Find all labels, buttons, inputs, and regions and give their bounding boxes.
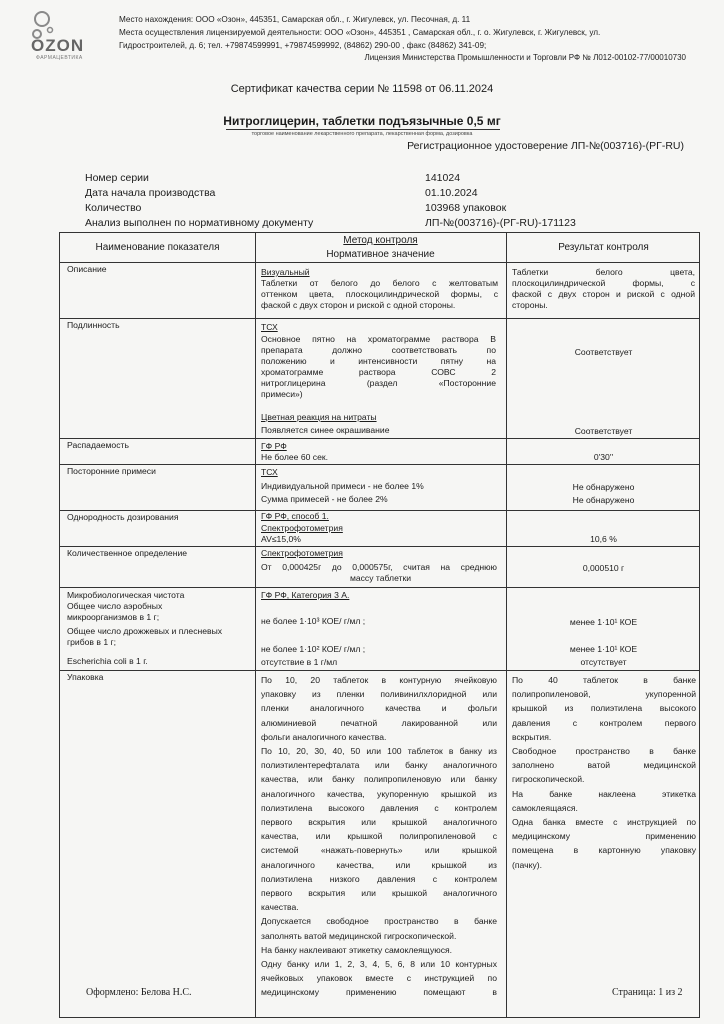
packaging-result-line: крышкой из полиэтилена высокого [512, 703, 696, 714]
header-activity-places: Места осуществления лицензируемой деятельности: ООО «Озон», 445351 , Самарская обл., г. о. Жигулевск, г. Жигулевск, ул. [119, 28, 601, 37]
row-divider [60, 510, 699, 511]
row-divider [60, 438, 699, 439]
row-result: Не обнаружено [572, 495, 635, 505]
row-name: Упаковка [67, 672, 104, 682]
packaging-norm-line: полиэтилена низкого давления с контролем [261, 873, 497, 884]
row-result: отсутствует [580, 657, 627, 667]
row-norm: нитроглицерина (раздел «Посторонние [261, 378, 496, 388]
row-result: 10,6 % [590, 534, 617, 544]
row-divider [60, 587, 699, 588]
row-norm: оттенком цвета, плоскоцилиндрической формы, с [261, 289, 498, 299]
packaging-result-line: На банке наклеена этикетка [512, 788, 696, 799]
header-license: Лицензия Министерства Промышленности и Торговли РФ № Л012-00102-77/00010730 [364, 53, 686, 62]
registration-number: Регистрационное удостоверение ЛП-№(003716)-(РГ-RU) [407, 140, 684, 152]
header-result: Результат контроля [558, 242, 649, 253]
packaging-norm-line: первого вскрытия или крышкой аналогичного [261, 888, 497, 898]
packaging-result-line: По 40 таблеток в банке [512, 675, 696, 685]
row-result: Таблетки белого цвета, [512, 267, 695, 277]
row-result: менее 1·10¹ КОЕ [569, 644, 638, 654]
row-method: ТСХ [261, 467, 278, 477]
header-name: Наименование показателя [95, 242, 220, 253]
packaging-norm-line: По 10, 20 таблеток в контурную ячейковую [261, 675, 497, 685]
packaging-result-line: (пачку). [512, 859, 542, 870]
info-label: Анализ выполнен по нормативному документу [85, 217, 314, 229]
header-contacts: Гидростроителей, д. 6; тел. +79874599991, +79874599992, (84862) 290-00 , факс (84862) 341-09; [119, 41, 487, 50]
row-method: Спектрофотометрия [261, 523, 343, 533]
header-norm: Нормативное значение [326, 249, 435, 260]
packaging-result-line: самоклеящаяся. [512, 802, 578, 813]
row-name: Общее число дрожжевых и плесневых [67, 626, 223, 636]
row-name: Escherichia coli в 1 г. [67, 656, 148, 666]
row-result: 0,000510 г [582, 563, 625, 573]
row-norm: От 0,000425г до 0,000575г, считая на среднюю [261, 562, 497, 572]
row-name: Количественное определение [67, 548, 188, 558]
row-name: Описание [67, 264, 107, 274]
packaging-norm-line: качества, или банку полипропиленовую или банку [261, 774, 497, 785]
packaging-result-line: вскрытия. [512, 731, 552, 742]
packaging-norm-line: качества, или крышкой полипропиленовой с [261, 831, 497, 842]
packaging-norm-line: системой «нажать-повернуть» или крышкой [261, 845, 497, 856]
packaging-norm-line: алюминиевой печатной лакированной или [261, 717, 497, 728]
packaging-norm-line: аналогичного качества, или крышкой из [261, 859, 497, 870]
product-title: Нитроглицерин, таблетки подъязычные 0,5 мг [223, 114, 501, 128]
packaging-norm-line: полиэтилентерефталата или банку аналогичного [261, 760, 497, 771]
packaging-norm-line: заполнять ватой медицинской гигроскопической. [261, 930, 457, 941]
product-note: торговое наименование лекарственного препарата, лекарственная форма, дозировка [251, 131, 473, 137]
row-name: Подлинность [67, 320, 120, 330]
packaging-norm-line: На банку наклеивают этикетку самоклеящуюся. [261, 944, 453, 955]
packaging-norm-line: упаковку из пленки поливинилхлоридной или [261, 689, 497, 700]
certificate-number: Сертификат качества серии № 11598 от 06.11.2024 [230, 83, 494, 95]
packaging-norm-line: фольги аналогичного качества. [261, 731, 387, 742]
info-label: Количество [85, 202, 142, 214]
row-norm: Основное пятно на хроматограмме раствора В [261, 334, 496, 344]
info-value: 141024 [425, 172, 461, 184]
packaging-norm-line: ячейковых упаковок вместе с инструкцией по [261, 973, 497, 984]
row-method: Спектрофотометрия [261, 548, 343, 558]
footer-issued-by: Оформлено: Белова Н.С. [86, 987, 192, 998]
packaging-norm-line: полиэтилена высокого давления с контролем [261, 802, 497, 813]
row-norm: положению и интенсивности пятну на [261, 356, 496, 366]
row-norm: Индивидуальной примеси - не более 1% [261, 481, 424, 491]
row-name: микроорганизмов в 1 г; [67, 612, 160, 622]
row-divider [60, 262, 699, 263]
packaging-norm-line: качества. [261, 902, 299, 913]
packaging-result-line: полипропиленовой, укупоренной [512, 689, 696, 700]
footer-page-number: Страница: 1 из 2 [612, 987, 683, 998]
packaging-norm-line: Одну банку или 1, 2, 3, 4, 5, 6, 8 или 10 контурных [261, 959, 497, 969]
header-method: Метод контроля [343, 235, 418, 246]
packaging-norm-line: медицинскому применению помещают в [261, 987, 497, 998]
row-result: плоскоцилиндрической формы, с [512, 278, 695, 288]
row-norm: Появляется синее окрашивание [261, 425, 390, 435]
row-result: Соответствует [574, 426, 633, 436]
row-divider [60, 464, 699, 465]
packaging-norm-line: аналогичного качества, укупоренную крышкой из [261, 788, 497, 799]
row-result: стороны. [512, 300, 548, 310]
title-underline [226, 129, 500, 130]
row-result: 0'30'' [593, 452, 614, 462]
packaging-result-line: Одна банка вместе с инструкцией по [512, 817, 696, 827]
column-divider [255, 233, 256, 1017]
row-name: Однородность дозирования [67, 512, 179, 522]
info-value: ЛП-№(003716)-(РГ-RU)-171123 [425, 217, 576, 229]
packaging-result-line: давления с контролем первого [512, 717, 696, 728]
packaging-result-line: заполнено ватой медицинской [512, 760, 696, 771]
quality-table [59, 232, 700, 1018]
row-method: ГФ РФ, Категория 3 А. [261, 590, 350, 600]
packaging-result-line: Свободное пространство в банке [512, 746, 696, 756]
row-method: ГФ РФ [261, 441, 287, 451]
logo-name: OZON [31, 36, 85, 55]
info-value: 103968 упаковок [425, 202, 507, 214]
packaging-norm-line: По 10, 20, 30, 40, 50 или 100 таблеток в банку из [261, 746, 497, 756]
packaging-norm-line: Допускается свободное пространство в банке [261, 916, 497, 927]
packaging-result-line: помещена в картонную упаковку [512, 845, 696, 856]
row-divider [60, 670, 699, 671]
row-method: ТСХ [261, 322, 278, 332]
row-norm: не более 1·10² КОЕ/ г/мл ; [261, 644, 366, 654]
row-name: Посторонние примеси [67, 466, 156, 476]
row-result: Не обнаружено [572, 482, 635, 492]
row-norm: Не более 60 сек. [261, 452, 329, 462]
row-norm: фаской с двух сторон и риской с одной стороны. [261, 300, 456, 310]
packaging-norm-line: первого вскрытия или крышкой аналогичного [261, 817, 497, 827]
row-norm: Таблетки от белого до белого с желтоватым [261, 278, 498, 288]
info-label: Номер серии [85, 172, 149, 184]
header-address: Место нахождения: ООО «Озон», 445351, Самарская обл., г. Жигулевск, ул. Песочная, д. 11 [119, 15, 471, 24]
row-name: Общее число аэробных [67, 601, 163, 611]
row-name: Микробиологическая чистота [67, 590, 185, 600]
row-result: Соответствует [574, 347, 633, 357]
row-norm: препарата должно соответствовать по [261, 345, 496, 355]
row-norm: массу таблетки [349, 573, 412, 583]
row-divider [60, 318, 699, 319]
row-norm: AV≤15,0% [261, 534, 301, 544]
packaging-norm-line: пленки аналогичного качества и фольги [261, 703, 497, 714]
row-norm: хроматограмме раствора СОВС 2 [261, 367, 496, 377]
info-value: 01.10.2024 [425, 187, 478, 199]
row-result: фаской с двух сторон и риской с одной [512, 289, 695, 299]
packaging-result-line: медицинскому применению [512, 831, 696, 842]
row-method: ГФ РФ, способ 1. [261, 511, 329, 521]
row-norm: примеси») [261, 389, 303, 399]
row-name: Распадаемость [67, 440, 129, 450]
row-method: Визуальный [261, 267, 310, 277]
logo-subtitle: ФАРМАЦЕВТИКА [36, 55, 83, 61]
packaging-result-line: гигроскопической. [512, 774, 585, 785]
row-norm: отсутствие в 1 г/мл [261, 657, 338, 667]
row-norm: Сумма примесей - не более 2% [261, 494, 388, 504]
row-norm: не более 1·10³ КОЕ/ г/мл ; [261, 616, 366, 626]
row-name: грибов в 1 г; [67, 637, 117, 647]
row-divider [60, 546, 699, 547]
info-label: Дата начала производства [85, 187, 216, 199]
row-result: менее 1·10¹ КОЕ [569, 617, 638, 627]
row-method: Цветная реакция на нитраты [261, 412, 377, 422]
